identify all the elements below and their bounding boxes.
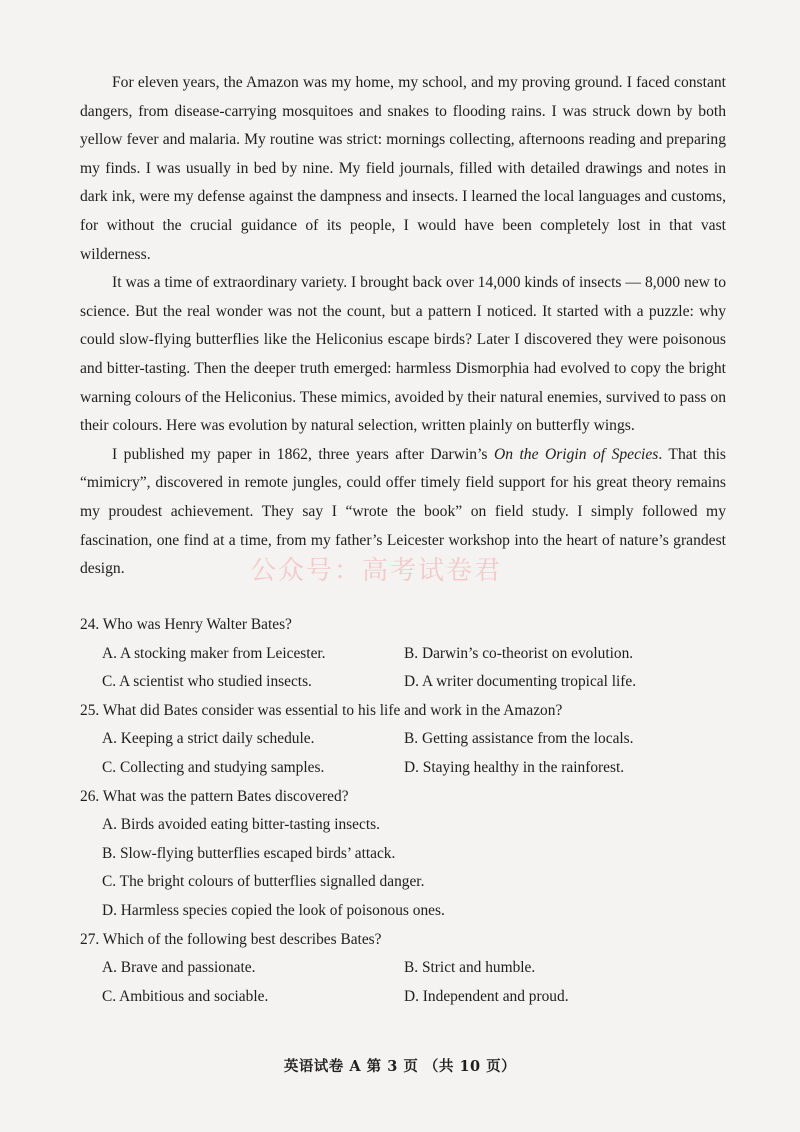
answer-option-d: D. A writer documenting tropical life.: [404, 673, 637, 691]
answer-option-c: C. The bright colours of butterflies signalled danger.: [102, 873, 425, 891]
question-26: [80, 783, 740, 926]
answer-option-c: C. A scientist who studied insects.: [102, 673, 312, 691]
question-stem: 27. Which of the following best describes Bates?: [80, 930, 382, 948]
answer-option-b: B. Slow-flying butterflies escaped birds’ attack.: [102, 844, 396, 862]
question-list: [80, 611, 740, 1011]
question-stem: 25. What did Bates consider was essential to his life and work in the Amazon?: [80, 701, 563, 719]
answer-option-d: D. Harmless species copied the look of poisonous ones.: [102, 901, 445, 919]
question-24: [80, 611, 740, 697]
book-title: On the Origin of Species: [493, 445, 659, 463]
answer-option-c: C. Ambitious and sociable.: [102, 987, 269, 1005]
answer-options: [80, 954, 740, 1011]
answer-option-a: A. Birds avoided eating bitter-tasting insects.: [102, 816, 380, 834]
passage-paragraph-2: It was a time of extraordinary variety. I brought back over 14,000 kinds of insects — 8,000 new to science. But the real wonder was not the count, but a pattern I noticed. It started with a puzzle: why could slow-flying butterflies like the Heliconius escape birds? Later I discovered they were poisonous and bitter-tasting. Then the deeper truth emerged: harmless Dismorphia had evolved to copy the bright warning colours of the Heliconius. These mimics, avoided by their natural enemies, survived to pass on their colours. Here was evolution by natural selection, written plainly on butterfly wings.: [80, 274, 726, 435]
passage-paragraph-1: For eleven years, the Amazon was my home, my school, and my proving ground. I faced constant dangers, from disease-carrying mosquitoes and snakes to flooding rains. I was struck down by both yellow fever and malaria. My routine was strict: mornings collecting, afternoons reading and preparing my finds. I was usually in bed by nine. My field journals, filled with detailed drawings and notes in dark ink, were my defense against the dampness and insects. I learned the local languages and customs, for without the crucial guidance of its people, I would have been completely lost in that vast wilderness.: [80, 74, 726, 263]
answer-option-d: D. Staying healthy in the rainforest.: [404, 758, 625, 776]
paragraph-3-text-start: I published my paper in 1862, three years after Darwin’s: [112, 445, 494, 463]
answer-option-a: A. Keeping a strict daily schedule.: [102, 730, 315, 748]
answer-option-c: C. Collecting and studying samples.: [102, 758, 325, 776]
reading-passage: [80, 69, 726, 584]
answer-option-b: B. Darwin’s co-theorist on evolution.: [404, 644, 634, 662]
answer-option-d: D. Independent and proud.: [404, 987, 569, 1005]
watermark-text: 公众号：高考试卷君: [250, 556, 503, 586]
question-stem: 24. Who was Henry Walter Bates?: [80, 616, 292, 633]
question-27: [80, 926, 740, 1012]
answer-option-b: B. Getting assistance from the locals.: [404, 730, 634, 748]
answer-option-a: A. Brave and passionate.: [102, 959, 256, 977]
answer-options: [80, 811, 740, 925]
question-stem: 26. What was the pattern Bates discovered?: [80, 787, 349, 805]
paragraph-3-text-end: . That this “mimicry”, discovered in remote jungles, could offer timely field support for his great theory remains my proudest achievement. They say I “wrote the book” on field study. I simply followed my fascination, one find at a time, from my father’s Leicester workshop into the heart of nature’s grandest design.: [80, 445, 726, 578]
answer-options: [80, 725, 740, 782]
answer-options: [80, 640, 740, 697]
answer-option-b: B. Strict and humble.: [404, 959, 536, 977]
answer-option-a: A. A stocking maker from Leicester.: [102, 644, 326, 662]
page-footer: 英语试卷 A 第 3 页 （共 10 页）: [283, 1058, 517, 1075]
question-25: [80, 697, 740, 783]
